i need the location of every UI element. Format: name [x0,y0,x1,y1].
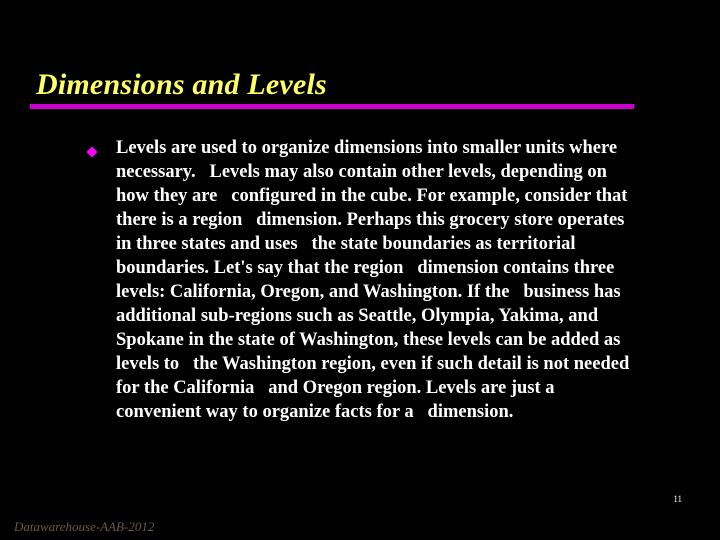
bullet-line: convenient way to organize facts for a dimension. [116,402,514,422]
bullet-line: necessary. Levels may also contain other levels, depending on [116,162,607,182]
bullet-line: in three states and uses the state boundaries as territorial [116,234,576,254]
slide-title: Dimensions and Levels [36,68,327,101]
title-underline [30,104,634,109]
page-number: 11 [673,494,682,504]
bullet-line: how they are configured in the cube. For example, consider that [116,186,628,206]
footer-text: Datawarehouse-AAB-2012 [14,519,155,534]
bullet-line: levels to the Washington region, even if such detail is not needed [116,354,630,374]
bullet-line: Levels are used to organize dimensions into smaller units where [116,138,618,158]
bullet-line: Spokane in the state of Washington, these levels can be added as [116,330,621,350]
diamond-bullet-icon [86,146,98,158]
bullet-line: boundaries. Let's say that the region dimension contains three [116,258,615,278]
bullet-line: levels: California, Oregon, and Washington. If the business has [116,282,621,302]
bullet-line: there is a region dimension. Perhaps this grocery store operates [116,210,625,230]
bullet-paragraph [116,136,691,424]
bullet-line: for the California and Oregon region. Levels are just a [116,378,555,398]
bullet-line: additional sub-regions such as Seattle, Olympia, Yakima, and [116,306,599,326]
